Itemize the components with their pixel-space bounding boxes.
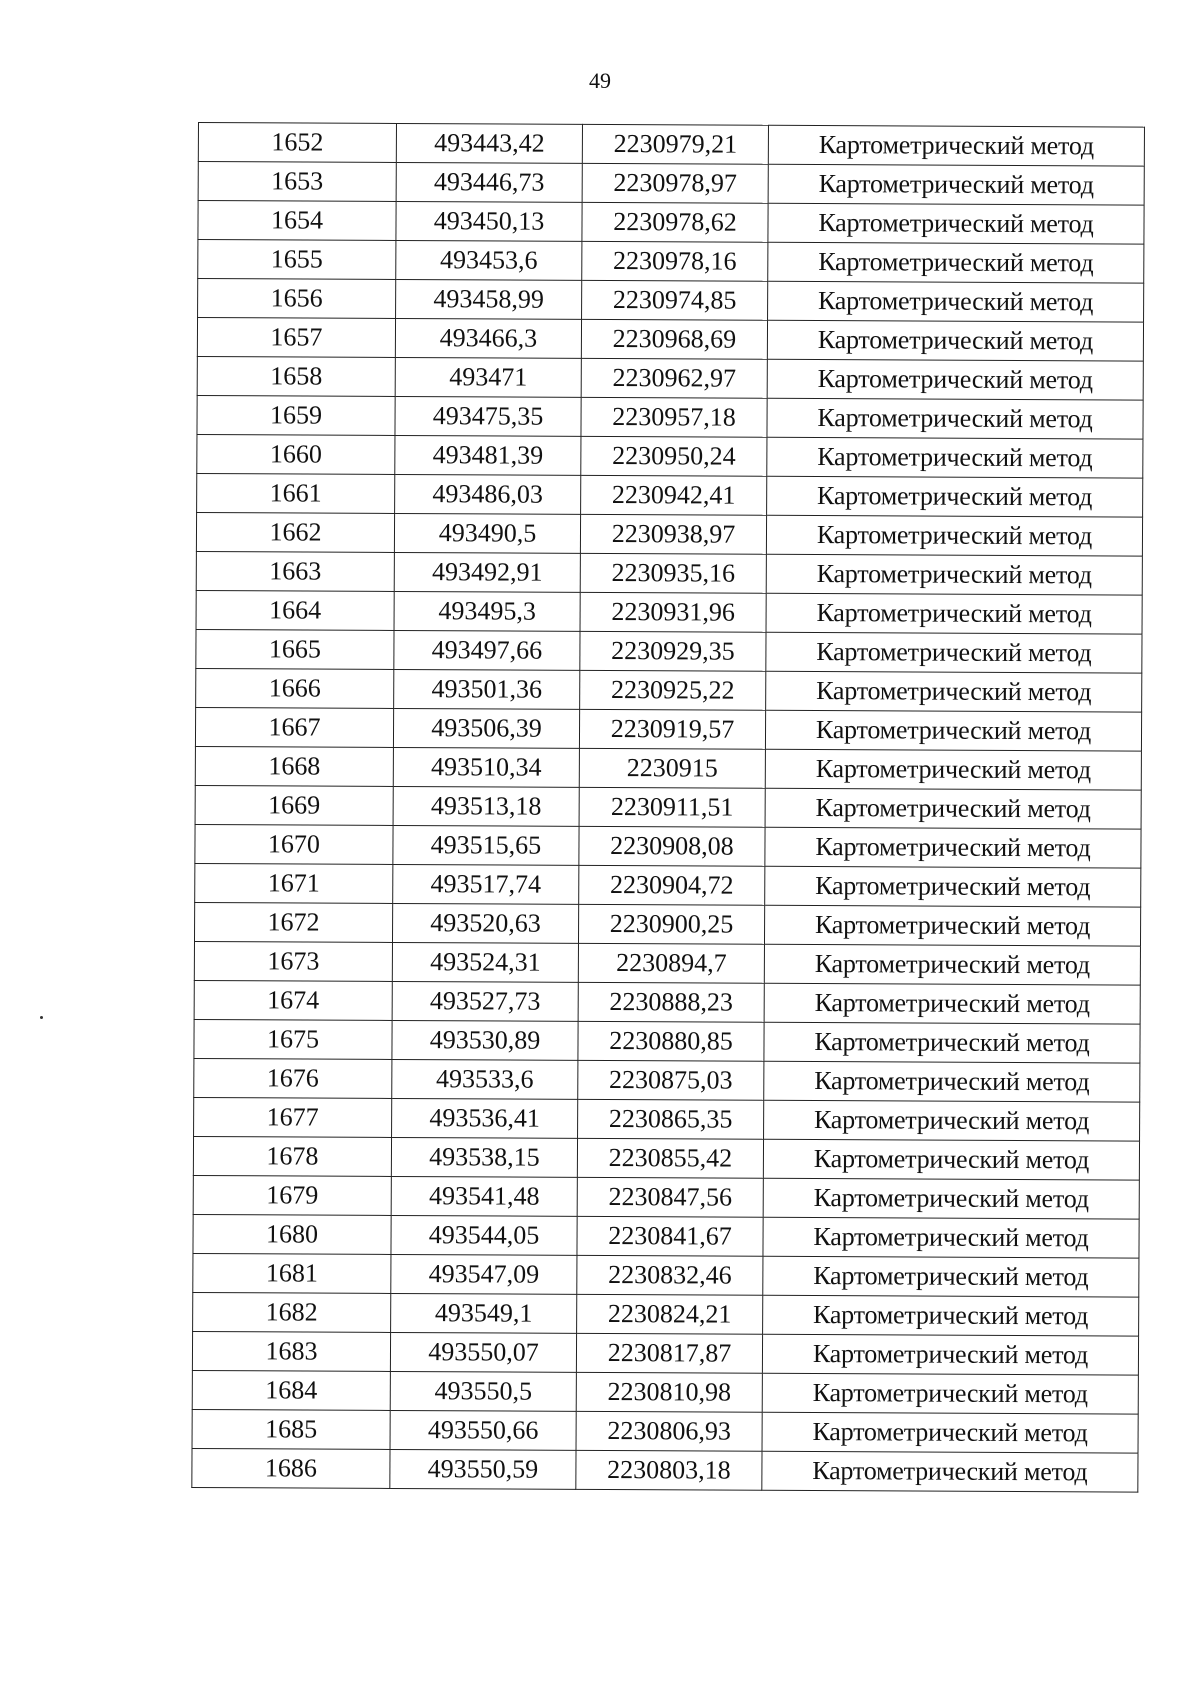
x-coordinate-cell: 493506,39 — [393, 708, 579, 748]
y-coordinate-cell: 2230806,93 — [576, 1411, 762, 1451]
x-coordinate-cell: 493497,66 — [394, 630, 580, 670]
method-cell: Картометрический метод — [767, 476, 1143, 517]
table-row — [192, 1409, 1138, 1453]
method-cell: Картометрический метод — [762, 1451, 1138, 1492]
method-cell: Картометрический метод — [767, 359, 1143, 400]
method-cell: Картометрический метод — [767, 398, 1143, 439]
x-coordinate-cell: 493550,5 — [390, 1371, 576, 1411]
point-number-cell: 1662 — [196, 512, 394, 552]
coordinates-table-body — [192, 123, 1145, 1493]
x-coordinate-cell: 493517,74 — [393, 864, 579, 904]
x-coordinate-cell: 493446,73 — [396, 162, 582, 202]
table-row — [198, 123, 1144, 167]
method-cell: Картометрический метод — [763, 1217, 1139, 1258]
table-row — [195, 863, 1141, 907]
x-coordinate-cell: 493549,1 — [391, 1293, 577, 1333]
method-cell: Картометрический метод — [765, 710, 1141, 751]
y-coordinate-cell: 2230894,7 — [578, 943, 764, 983]
point-number-cell: 1656 — [198, 279, 396, 319]
method-cell: Картометрический метод — [766, 671, 1142, 712]
table-row — [198, 201, 1144, 245]
x-coordinate-cell: 493544,05 — [391, 1215, 577, 1255]
method-cell: Картометрический метод — [766, 515, 1142, 556]
table-row — [194, 1019, 1140, 1063]
y-coordinate-cell: 2230931,96 — [580, 592, 766, 632]
method-cell: Картометрический метод — [764, 944, 1140, 985]
table-row — [197, 434, 1143, 478]
x-coordinate-cell: 493486,03 — [395, 474, 581, 514]
method-cell: Картометрический метод — [764, 983, 1140, 1024]
point-number-cell: 1677 — [194, 1097, 392, 1137]
method-cell: Картометрический метод — [768, 164, 1144, 205]
point-number-cell: 1673 — [194, 941, 392, 981]
y-coordinate-cell: 2230904,72 — [579, 865, 765, 905]
method-cell: Картометрический метод — [764, 1061, 1140, 1102]
y-coordinate-cell: 2230810,98 — [576, 1372, 762, 1412]
method-cell: Картометрический метод — [766, 554, 1142, 595]
coordinates-table — [191, 122, 1145, 1493]
point-number-cell: 1682 — [193, 1292, 391, 1332]
table-row — [192, 1370, 1138, 1414]
y-coordinate-cell: 2230841,67 — [577, 1216, 763, 1256]
y-coordinate-cell: 2230875,03 — [578, 1060, 764, 1100]
point-number-cell: 1669 — [195, 785, 393, 825]
table-row — [194, 1097, 1140, 1141]
point-number-cell: 1661 — [197, 473, 395, 513]
table-row — [193, 1175, 1139, 1219]
x-coordinate-cell: 493515,65 — [393, 825, 579, 865]
y-coordinate-cell: 2230865,35 — [578, 1099, 764, 1139]
method-cell: Картометрический метод — [765, 749, 1141, 790]
method-cell: Картометрический метод — [764, 1100, 1140, 1141]
page-number: 49 — [589, 68, 611, 93]
y-coordinate-cell: 2230957,18 — [581, 397, 767, 437]
y-coordinate-cell: 2230978,62 — [582, 202, 768, 242]
x-coordinate-cell: 493443,42 — [396, 123, 582, 163]
point-number-cell: 1675 — [194, 1019, 392, 1059]
scan-speck — [40, 1016, 43, 1019]
y-coordinate-cell: 2230911,51 — [579, 787, 765, 827]
x-coordinate-cell: 493538,15 — [391, 1137, 577, 1177]
method-cell: Картометрический метод — [765, 788, 1141, 829]
point-number-cell: 1681 — [193, 1253, 391, 1293]
method-cell: Картометрический метод — [766, 593, 1142, 634]
point-number-cell: 1666 — [196, 668, 394, 708]
y-coordinate-cell: 2230929,35 — [580, 631, 766, 671]
table-row — [193, 1292, 1139, 1336]
y-coordinate-cell: 2230925,22 — [580, 670, 766, 710]
x-coordinate-cell: 493550,07 — [390, 1332, 576, 1372]
x-coordinate-cell: 493490,5 — [394, 513, 580, 553]
point-number-cell: 1683 — [192, 1331, 390, 1371]
x-coordinate-cell: 493450,13 — [396, 201, 582, 241]
x-coordinate-cell: 493536,41 — [392, 1098, 578, 1138]
x-coordinate-cell: 493471 — [395, 357, 581, 397]
x-coordinate-cell: 493481,39 — [395, 435, 581, 475]
x-coordinate-cell: 493501,36 — [394, 669, 580, 709]
table-row — [194, 1058, 1140, 1102]
method-cell: Картометрический метод — [768, 203, 1144, 244]
y-coordinate-cell: 2230942,41 — [581, 475, 767, 515]
table-row — [197, 473, 1143, 517]
y-coordinate-cell: 2230919,57 — [579, 709, 765, 749]
method-cell: Картометрический метод — [765, 827, 1141, 868]
method-cell: Картометрический метод — [765, 866, 1141, 907]
y-coordinate-cell: 2230803,18 — [576, 1450, 762, 1490]
method-cell: Картометрический метод — [763, 1256, 1139, 1297]
table-row — [194, 941, 1140, 985]
point-number-cell: 1676 — [194, 1058, 392, 1098]
table-row — [196, 590, 1142, 634]
y-coordinate-cell: 2230938,97 — [580, 514, 766, 554]
table-row — [197, 395, 1143, 439]
x-coordinate-cell: 493547,09 — [391, 1254, 577, 1294]
y-coordinate-cell: 2230855,42 — [577, 1138, 763, 1178]
point-number-cell: 1665 — [196, 629, 394, 669]
point-number-cell: 1680 — [193, 1214, 391, 1254]
table-row — [195, 746, 1141, 790]
table-row — [193, 1253, 1139, 1297]
point-number-cell: 1663 — [196, 551, 394, 591]
table-row — [193, 1214, 1139, 1258]
method-cell: Картометрический метод — [766, 632, 1142, 673]
point-number-cell: 1670 — [195, 824, 393, 864]
table-row — [195, 824, 1141, 868]
x-coordinate-cell: 493453,6 — [396, 240, 582, 280]
method-cell: Картометрический метод — [768, 242, 1144, 283]
y-coordinate-cell: 2230968,69 — [581, 319, 767, 359]
point-number-cell: 1653 — [198, 162, 396, 202]
x-coordinate-cell: 493541,48 — [391, 1176, 577, 1216]
point-number-cell: 1684 — [192, 1370, 390, 1410]
x-coordinate-cell: 493492,91 — [394, 552, 580, 592]
point-number-cell: 1667 — [195, 707, 393, 747]
method-cell: Картометрический метод — [764, 1022, 1140, 1063]
table-row — [197, 356, 1143, 400]
table-row — [192, 1331, 1138, 1375]
x-coordinate-cell: 493495,3 — [394, 591, 580, 631]
y-coordinate-cell: 2230978,97 — [582, 163, 768, 203]
coordinates-table-wrapper — [191, 122, 1144, 1493]
table-row — [196, 551, 1142, 595]
table-row — [194, 902, 1140, 946]
table-row — [193, 1136, 1139, 1180]
y-coordinate-cell: 2230832,46 — [577, 1255, 763, 1295]
point-number-cell: 1685 — [192, 1409, 390, 1449]
point-number-cell: 1657 — [197, 318, 395, 358]
point-number-cell: 1654 — [198, 201, 396, 241]
y-coordinate-cell: 2230974,85 — [582, 280, 768, 320]
y-coordinate-cell: 2230979,21 — [582, 124, 768, 164]
y-coordinate-cell: 2230817,87 — [576, 1333, 762, 1373]
x-coordinate-cell: 493510,34 — [393, 747, 579, 787]
x-coordinate-cell: 493550,59 — [390, 1449, 576, 1489]
point-number-cell: 1686 — [192, 1448, 390, 1488]
y-coordinate-cell: 2230950,24 — [581, 436, 767, 476]
y-coordinate-cell: 2230824,21 — [577, 1294, 763, 1334]
y-coordinate-cell: 2230880,85 — [578, 1021, 764, 1061]
method-cell: Картометрический метод — [767, 437, 1143, 478]
x-coordinate-cell: 493458,99 — [396, 279, 582, 319]
x-coordinate-cell: 493475,35 — [395, 396, 581, 436]
point-number-cell: 1658 — [197, 356, 395, 396]
point-number-cell: 1668 — [195, 746, 393, 786]
method-cell: Картометрический метод — [763, 1139, 1139, 1180]
y-coordinate-cell: 2230888,23 — [578, 982, 764, 1022]
x-coordinate-cell: 493530,89 — [392, 1020, 578, 1060]
y-coordinate-cell: 2230962,97 — [581, 358, 767, 398]
point-number-cell: 1671 — [195, 863, 393, 903]
table-row — [197, 318, 1143, 362]
y-coordinate-cell: 2230935,16 — [580, 553, 766, 593]
y-coordinate-cell: 2230978,16 — [582, 241, 768, 281]
method-cell: Картометрический метод — [762, 1373, 1138, 1414]
point-number-cell: 1664 — [196, 590, 394, 630]
method-cell: Картометрический метод — [768, 125, 1144, 166]
method-cell: Картометрический метод — [768, 281, 1144, 322]
method-cell: Картометрический метод — [764, 905, 1140, 946]
table-row — [198, 279, 1144, 323]
x-coordinate-cell: 493520,63 — [392, 903, 578, 943]
x-coordinate-cell: 493527,73 — [392, 981, 578, 1021]
table-row — [198, 240, 1144, 284]
table-row — [198, 162, 1144, 206]
table-row — [192, 1448, 1138, 1492]
point-number-cell: 1679 — [193, 1175, 391, 1215]
y-coordinate-cell: 2230908,08 — [579, 826, 765, 866]
point-number-cell: 1674 — [194, 980, 392, 1020]
y-coordinate-cell: 2230915 — [579, 748, 765, 788]
y-coordinate-cell: 2230847,56 — [577, 1177, 763, 1217]
table-row — [195, 785, 1141, 829]
y-coordinate-cell: 2230900,25 — [578, 904, 764, 944]
table-row — [195, 707, 1141, 751]
x-coordinate-cell: 493466,3 — [395, 318, 581, 358]
table-row — [196, 629, 1142, 673]
x-coordinate-cell: 493513,18 — [393, 786, 579, 826]
x-coordinate-cell: 493533,6 — [392, 1059, 578, 1099]
method-cell: Картометрический метод — [763, 1178, 1139, 1219]
point-number-cell: 1659 — [197, 395, 395, 435]
point-number-cell: 1660 — [197, 434, 395, 474]
method-cell: Картометрический метод — [767, 320, 1143, 361]
method-cell: Картометрический метод — [763, 1295, 1139, 1336]
table-row — [196, 668, 1142, 712]
method-cell: Картометрический метод — [762, 1412, 1138, 1453]
point-number-cell: 1678 — [193, 1136, 391, 1176]
point-number-cell: 1672 — [194, 902, 392, 942]
x-coordinate-cell: 493550,66 — [390, 1410, 576, 1450]
method-cell: Картометрический метод — [762, 1334, 1138, 1375]
x-coordinate-cell: 493524,31 — [392, 942, 578, 982]
point-number-cell: 1652 — [198, 123, 396, 163]
point-number-cell: 1655 — [198, 240, 396, 280]
table-row — [196, 512, 1142, 556]
table-row — [194, 980, 1140, 1024]
